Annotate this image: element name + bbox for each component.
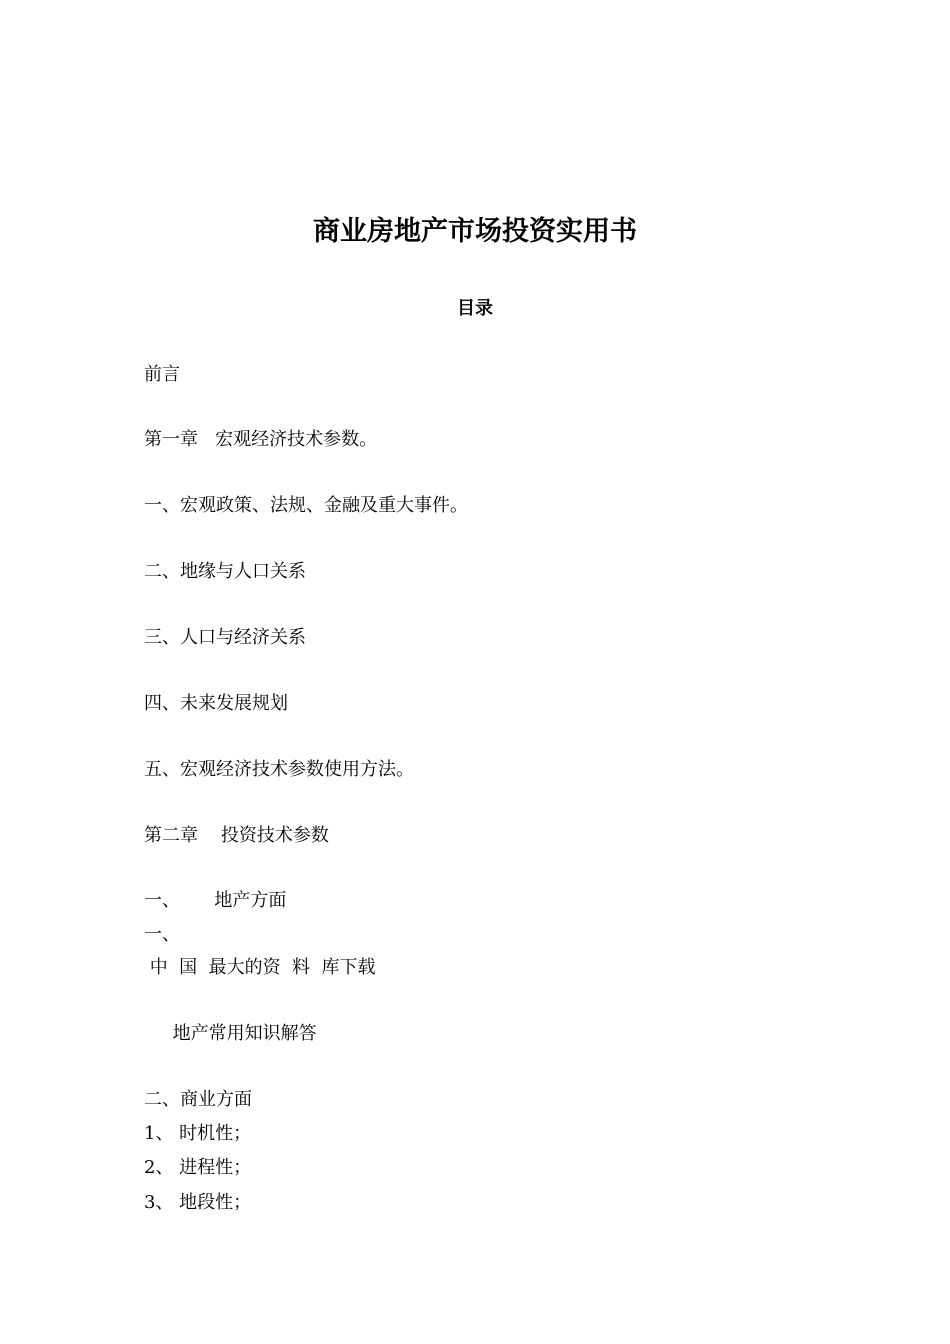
toc-line-2-1: 一、 地产方面 (144, 890, 287, 911)
document-title: 商业房地产市场投资实用书 (313, 216, 637, 247)
toc-line-2-1-faq: 地产常用知识解答 (144, 1023, 317, 1044)
toc-line-2-2-3: 3、 地段性； (144, 1192, 252, 1213)
toc-line-1-4: 四、未来发展规划 (144, 693, 288, 714)
toc-line-1-1: 一、宏观政策、法规、金融及重大事件。 (144, 495, 468, 516)
toc-line-watermark-text: 中 国 最大的资 料 库下载 (144, 957, 376, 978)
toc-line-2-1-sub: 一、 (144, 924, 180, 945)
toc-line-1-3: 三、人口与经济关系 (144, 627, 306, 648)
toc-line-1-2: 二、地缘与人口关系 (144, 561, 306, 582)
toc-line-2-2: 二、商业方面 (144, 1089, 252, 1110)
toc-line-preface: 前言 (144, 364, 180, 385)
toc-line-2-2-2: 2、 进程性； (144, 1157, 252, 1178)
toc-heading: 目录 (457, 298, 493, 319)
toc-line-1-5: 五、宏观经济技术参数使用方法。 (144, 759, 414, 780)
toc-line-chapter-1: 第一章 宏观经济技术参数。 (144, 429, 378, 450)
toc-line-chapter-2: 第二章 投资技术参数 (144, 825, 329, 846)
toc-line-2-2-1: 1、 时机性； (144, 1123, 252, 1144)
